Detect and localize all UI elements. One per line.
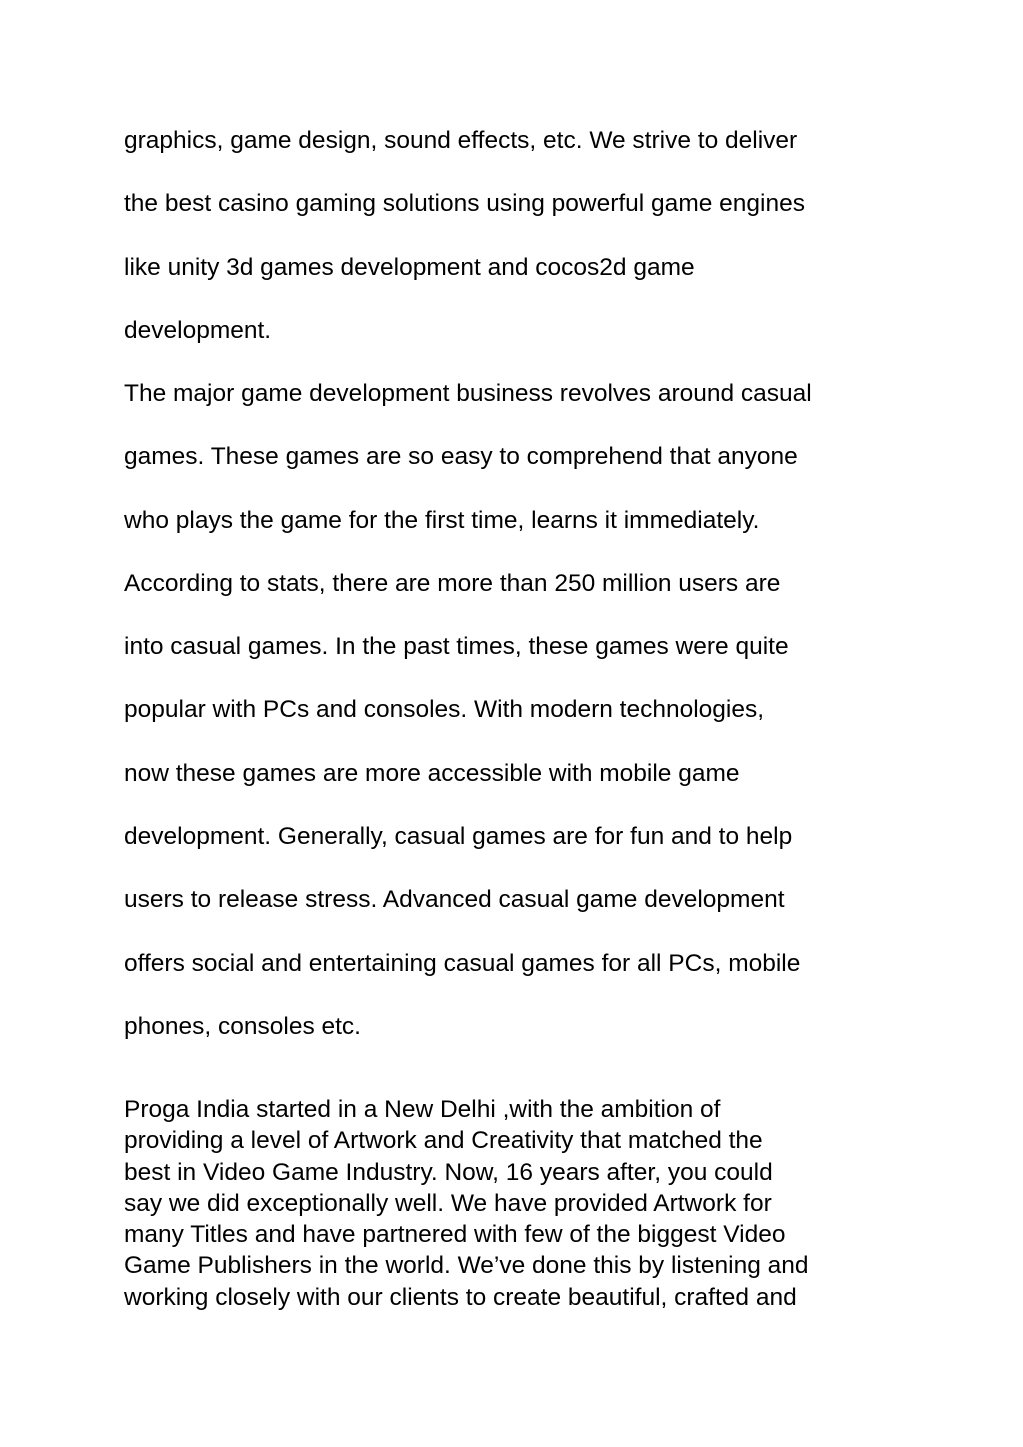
- text-line: According to stats, there are more than 250 million users are: [124, 569, 781, 597]
- paragraph-proga-india: [124, 1094, 924, 1313]
- text-line: offers social and entertaining casual games for all PCs, mobile: [124, 949, 801, 977]
- text-line: users to release stress. Advanced casual game development: [124, 886, 785, 914]
- text-line: development.: [124, 316, 272, 344]
- text-line: working closely with our clients to create beautiful, crafted and: [124, 1283, 797, 1311]
- paragraph-casual-games: [124, 362, 924, 1058]
- text-line: Game Publishers in the world. We’ve done this by listening and: [124, 1252, 809, 1280]
- text-line: games. These games are so easy to comprehend that anyone: [124, 443, 798, 471]
- text-line: phones, consoles etc.: [124, 1012, 361, 1040]
- text-line: the best casino gaming solutions using powerful game engines: [124, 190, 805, 218]
- text-line: say we did exceptionally well. We have provided Artwork for: [124, 1189, 772, 1217]
- text-line: like unity 3d games development and cocos2d game: [124, 253, 695, 281]
- paragraph-casino-solutions: [124, 109, 924, 362]
- text-line: into casual games. In the past times, these games were quite: [124, 633, 789, 661]
- text-line: popular with PCs and consoles. With modern technologies,: [124, 696, 765, 724]
- text-line: providing a level of Artwork and Creativity that matched the: [124, 1127, 763, 1155]
- text-line: who plays the game for the first time, learns it immediately.: [124, 506, 760, 534]
- text-line: many Titles and have partnered with few of the biggest Video: [124, 1221, 786, 1249]
- text-line: best in Video Game Industry. Now, 16 years after, you could: [124, 1158, 773, 1186]
- text-line: now these games are more accessible with mobile game: [124, 759, 740, 787]
- text-line: Proga India started in a New Delhi ,with the ambition of: [124, 1096, 721, 1123]
- text-line: The major game development business revolves around casual: [124, 380, 812, 407]
- text-line: graphics, game design, sound effects, etc. We strive to deliver: [124, 127, 798, 154]
- text-line: development. Generally, casual games are for fun and to help: [124, 823, 793, 851]
